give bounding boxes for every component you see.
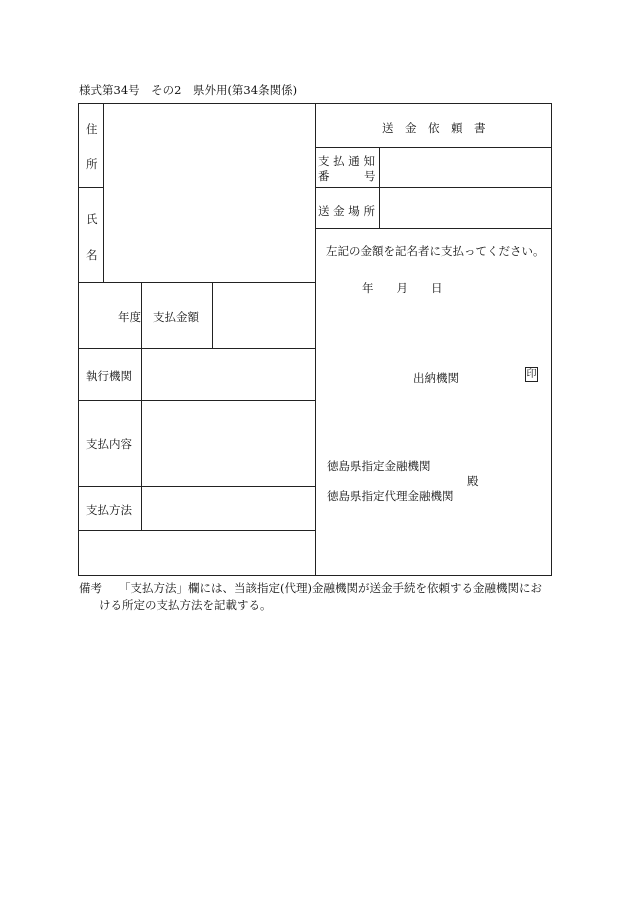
fiscal-year-label: 年度 bbox=[118, 310, 141, 324]
request-text: 左記の金額を記名者に支払ってください。 bbox=[326, 244, 545, 258]
designated-bank-label: 徳島県指定金融機関 bbox=[327, 459, 431, 473]
payment-content-label: 支払内容 bbox=[86, 437, 132, 451]
name-label-1: 氏 bbox=[86, 212, 98, 226]
payment-method-label: 支払方法 bbox=[86, 503, 132, 517]
notice-number-label-2: 番 号 bbox=[318, 169, 376, 183]
remittance-place-label: 送 金 場 所 bbox=[318, 204, 375, 218]
address-label-1: 住 bbox=[86, 122, 98, 136]
treasurer-label: 出納機関 bbox=[413, 371, 459, 385]
executing-agency-label: 執行機関 bbox=[86, 369, 132, 383]
seal-mark: 印 bbox=[526, 369, 537, 380]
date-line: 年 月 日 bbox=[362, 281, 443, 295]
notes-label: 備考 bbox=[79, 581, 102, 595]
notes-line-2: ける所定の支払方法を記載する。 bbox=[99, 598, 272, 612]
document-title: 送 金 依 頼 書 bbox=[382, 121, 486, 135]
form-title: 様式第34号 その2 県外用(第34条関係) bbox=[79, 83, 298, 97]
payment-amount-label: 支払金額 bbox=[153, 310, 199, 324]
notice-number-label-1: 支 払 通 知 bbox=[318, 154, 375, 168]
designated-agent-bank-label: 徳島県指定代理金融機関 bbox=[327, 489, 454, 503]
honorific-label: 殿 bbox=[467, 474, 479, 488]
notes-line-1: 「支払方法」欄には、当該指定(代理)金融機関が送金手続を依頼する金融機関にお bbox=[119, 581, 542, 595]
name-label-2: 名 bbox=[86, 248, 98, 262]
address-label-2: 所 bbox=[86, 157, 98, 171]
